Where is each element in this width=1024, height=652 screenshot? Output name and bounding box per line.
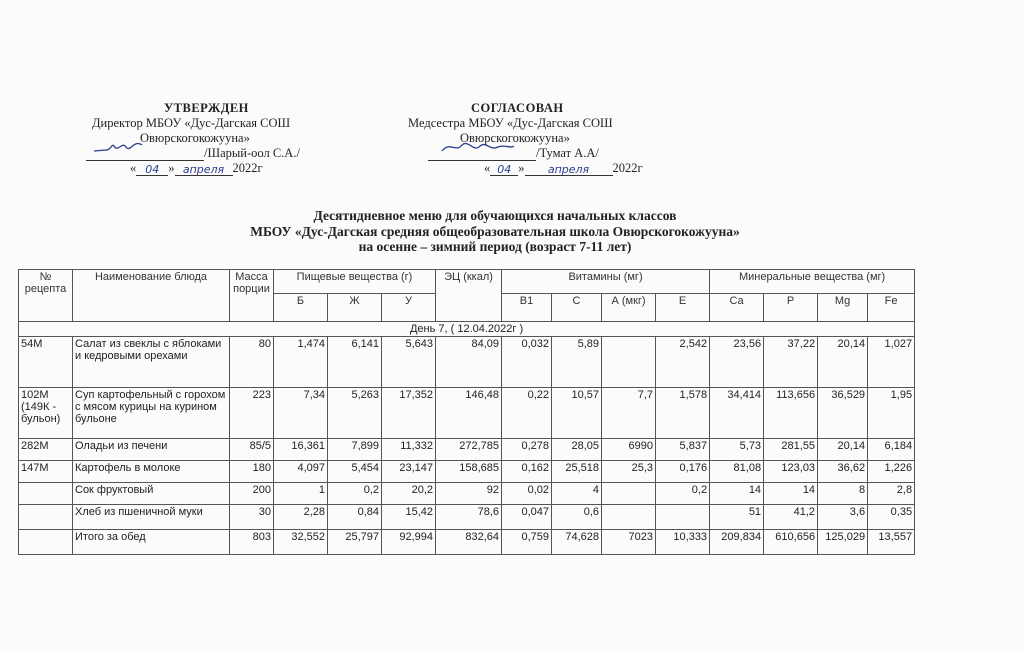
vit-c-cell: 10,57 — [552, 388, 602, 439]
vit-a-cell: 6990 — [602, 439, 656, 461]
approval-signature-line — [408, 146, 668, 161]
mg-cell: 125,029 — [818, 530, 868, 555]
date-month: апреля — [547, 163, 590, 176]
dish-cell: Итого за обед — [73, 530, 230, 555]
vit-b1-cell: 0,047 — [502, 505, 552, 530]
approval-date: « 04 » апреля 2022г — [484, 161, 643, 176]
mass-cell: 200 — [230, 483, 274, 505]
signature — [428, 147, 536, 161]
document-heading — [150, 208, 840, 255]
dish-cell: Оладьи из печени — [73, 439, 230, 461]
vit-b1-cell: 0,02 — [502, 483, 552, 505]
fat-cell: 6,141 — [328, 337, 382, 388]
energy-cell: 78,6 — [436, 505, 502, 530]
protein-cell: 7,34 — [274, 388, 328, 439]
day-label: День 7, ( 12.04.2022г ) — [19, 322, 915, 337]
vit-a-cell: 7,7 — [602, 388, 656, 439]
dish-cell: Хлеб из пшеничной муки — [73, 505, 230, 530]
menu-table — [18, 269, 915, 555]
mass-cell: 803 — [230, 530, 274, 555]
vit-c-cell: 4 — [552, 483, 602, 505]
mg-cell: 36,62 — [818, 461, 868, 483]
vit-a-cell — [602, 483, 656, 505]
protein-cell: 32,552 — [274, 530, 328, 555]
signature-scribble — [428, 137, 518, 159]
approval-organization: Овюрскогокожууна» — [140, 131, 250, 145]
fe-cell: 0,35 — [868, 505, 915, 530]
header-vit-e: Е — [656, 294, 710, 322]
protein-cell: 4,097 — [274, 461, 328, 483]
vit-c-cell: 74,628 — [552, 530, 602, 555]
date-day: 04 — [145, 163, 160, 176]
carbs-cell: 23,147 — [382, 461, 436, 483]
table-row — [19, 439, 915, 461]
vit-e-cell: 10,333 — [656, 530, 710, 555]
table-row — [19, 505, 915, 530]
recipe-cell: 282М — [19, 439, 73, 461]
carbs-cell: 20,2 — [382, 483, 436, 505]
dish-cell: Сок фруктовый — [73, 483, 230, 505]
approval-title: УТВЕРЖДЕН — [164, 101, 249, 115]
vit-a-cell: 25,3 — [602, 461, 656, 483]
energy-cell: 158,685 — [436, 461, 502, 483]
header-mg: Mg — [818, 294, 868, 322]
energy-cell: 272,785 — [436, 439, 502, 461]
mg-cell: 3,6 — [818, 505, 868, 530]
recipe-cell: 102М (149К - бульон) — [19, 388, 73, 439]
signer-name: /Шарый-оол С.А./ — [204, 146, 300, 160]
approval-block-nurse — [408, 101, 668, 176]
approval-signature-line — [86, 146, 326, 161]
header-minerals: Минеральные вещества (мг) — [710, 270, 915, 294]
vit-c-cell: 5,89 — [552, 337, 602, 388]
approval-organization: Овюрскогокожууна» — [460, 131, 570, 145]
fat-cell: 0,2 — [328, 483, 382, 505]
carbs-cell: 11,332 — [382, 439, 436, 461]
signature — [86, 147, 204, 161]
header-fe: Fe — [868, 294, 915, 322]
approval-position: Директор МБОУ «Дус-Дагская СОШ — [92, 116, 291, 130]
energy-cell: 146,48 — [436, 388, 502, 439]
ca-cell: 5,73 — [710, 439, 764, 461]
dish-cell: Суп картофельный с горохом с мясом курицы на курином бульоне — [73, 388, 230, 439]
fat-cell: 25,797 — [328, 530, 382, 555]
heading-line-3: на осенне – зимний период (возраст 7-11 лет) — [358, 239, 632, 254]
header-fat: Ж — [328, 294, 382, 322]
ca-cell: 34,414 — [710, 388, 764, 439]
date-year: 2022г — [232, 161, 263, 175]
dish-cell: Салат из свеклы с яблоками и кедровыми орехами — [73, 337, 230, 388]
carbs-cell: 92,994 — [382, 530, 436, 555]
mass-cell: 85/5 — [230, 439, 274, 461]
dish-cell: Картофель в молоке — [73, 461, 230, 483]
p-cell: 610,656 — [764, 530, 818, 555]
vit-c-cell: 0,6 — [552, 505, 602, 530]
ca-cell: 209,834 — [710, 530, 764, 555]
vit-e-cell: 2,542 — [656, 337, 710, 388]
protein-cell: 2,28 — [274, 505, 328, 530]
header-vit-b1: В1 — [502, 294, 552, 322]
fe-cell: 1,95 — [868, 388, 915, 439]
table-row — [19, 483, 915, 505]
approval-title: СОГЛАСОВАН — [471, 101, 564, 115]
p-cell: 123,03 — [764, 461, 818, 483]
vit-b1-cell: 0,278 — [502, 439, 552, 461]
vit-b1-cell: 0,162 — [502, 461, 552, 483]
mass-cell: 80 — [230, 337, 274, 388]
recipe-cell — [19, 505, 73, 530]
protein-cell: 16,361 — [274, 439, 328, 461]
ca-cell: 14 — [710, 483, 764, 505]
signature-scribble — [86, 137, 146, 159]
heading-line-1: Десятидневное меню для обучающихся начальных классов — [313, 208, 677, 223]
vit-e-cell: 0,2 — [656, 483, 710, 505]
energy-cell: 832,64 — [436, 530, 502, 555]
mg-cell: 36,529 — [818, 388, 868, 439]
fat-cell: 5,263 — [328, 388, 382, 439]
approval-date: « 04 » апреля 2022г — [130, 161, 263, 176]
table-row — [19, 388, 915, 439]
vit-b1-cell: 0,032 — [502, 337, 552, 388]
header-dish: Наименование блюда — [73, 270, 230, 322]
header-vit-c: С — [552, 294, 602, 322]
header-p: Р — [764, 294, 818, 322]
date-day: 04 — [497, 163, 512, 176]
vit-a-cell — [602, 505, 656, 530]
fe-cell: 1,027 — [868, 337, 915, 388]
signer-name: /Тумат А.А/ — [536, 146, 599, 160]
header-nutrients: Пищевые вещества (г) — [274, 270, 436, 294]
carbs-cell: 17,352 — [382, 388, 436, 439]
energy-cell: 92 — [436, 483, 502, 505]
header-recipe: № рецепта — [19, 270, 73, 322]
ca-cell: 23,56 — [710, 337, 764, 388]
header-energy: ЭЦ (ккал) — [436, 270, 502, 322]
header-ca: Са — [710, 294, 764, 322]
ca-cell: 51 — [710, 505, 764, 530]
protein-cell: 1 — [274, 483, 328, 505]
p-cell: 41,2 — [764, 505, 818, 530]
header-carbs: У — [382, 294, 436, 322]
vit-e-cell: 1,578 — [656, 388, 710, 439]
carbs-cell: 15,42 — [382, 505, 436, 530]
protein-cell: 1,474 — [274, 337, 328, 388]
p-cell: 281,55 — [764, 439, 818, 461]
p-cell: 14 — [764, 483, 818, 505]
ca-cell: 81,08 — [710, 461, 764, 483]
vit-a-cell — [602, 337, 656, 388]
header-protein: Б — [274, 294, 328, 322]
vit-c-cell: 25,518 — [552, 461, 602, 483]
p-cell: 113,656 — [764, 388, 818, 439]
fe-cell: 13,557 — [868, 530, 915, 555]
fat-cell: 0,84 — [328, 505, 382, 530]
vit-a-cell: 7023 — [602, 530, 656, 555]
recipe-cell — [19, 483, 73, 505]
approval-position: Медсестра МБОУ «Дус-Дагская СОШ — [408, 116, 613, 130]
recipe-cell: 54М — [19, 337, 73, 388]
mass-cell: 223 — [230, 388, 274, 439]
mass-cell: 180 — [230, 461, 274, 483]
recipe-cell: 147М — [19, 461, 73, 483]
vit-b1-cell: 0,759 — [502, 530, 552, 555]
mg-cell: 20,14 — [818, 337, 868, 388]
vit-e-cell: 5,837 — [656, 439, 710, 461]
approval-block-director — [86, 101, 326, 176]
table-row — [19, 530, 915, 555]
heading-line-2: МБОУ «Дус-Дагская средняя общеобразовательная школа Овюрскогокожууна» — [250, 223, 740, 239]
fat-cell: 5,454 — [328, 461, 382, 483]
vit-b1-cell: 0,22 — [502, 388, 552, 439]
date-month: апреля — [182, 163, 225, 176]
carbs-cell: 5,643 — [382, 337, 436, 388]
recipe-cell — [19, 530, 73, 555]
vit-c-cell: 28,05 — [552, 439, 602, 461]
table-row — [19, 461, 915, 483]
energy-cell: 84,09 — [436, 337, 502, 388]
mg-cell: 20,14 — [818, 439, 868, 461]
mg-cell: 8 — [818, 483, 868, 505]
p-cell: 37,22 — [764, 337, 818, 388]
mass-cell: 30 — [230, 505, 274, 530]
header-vitamins: Витамины (мг) — [502, 270, 710, 294]
fe-cell: 2,8 — [868, 483, 915, 505]
fat-cell: 7,899 — [328, 439, 382, 461]
header-vit-a: А (мкг) — [602, 294, 656, 322]
vit-e-cell — [656, 505, 710, 530]
vit-e-cell: 0,176 — [656, 461, 710, 483]
date-year: 2022г — [612, 161, 643, 175]
fe-cell: 6,184 — [868, 439, 915, 461]
header-mass: Масса порции — [230, 270, 274, 322]
fe-cell: 1,226 — [868, 461, 915, 483]
table-row — [19, 337, 915, 388]
